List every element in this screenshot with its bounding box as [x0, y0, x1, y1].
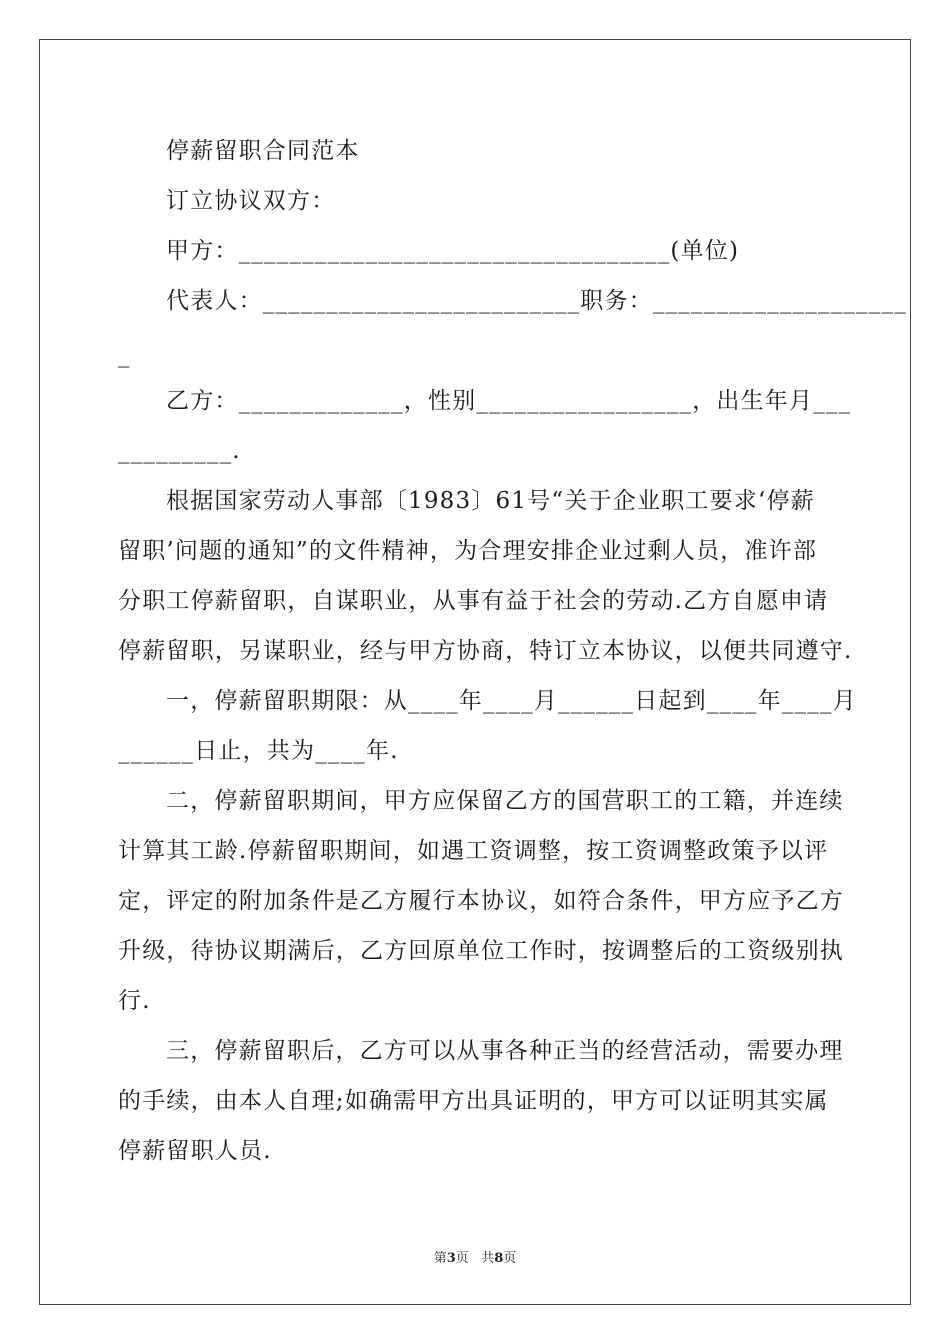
- clause-2-line: 升级，待协议期满后，乙方回原单位工作时，按调整后的工资级别执: [118, 938, 844, 964]
- representative-line: 代表人：_________________________职务：____________________: [166, 288, 907, 314]
- page-number: 3: [446, 1251, 456, 1266]
- intro-line: 根据国家劳动人事部〔1983〕61号“关于企业职工要求‘停薪: [166, 488, 815, 514]
- total-suffix: 页: [503, 1251, 517, 1266]
- page-prefix: 第: [433, 1251, 447, 1266]
- clause-2-line: 行.: [118, 988, 151, 1014]
- party-b-line: 乙方：_____________，性别_________________，出生年月___: [166, 388, 852, 414]
- clause-1-line: 一，停薪留职期限：从____年____月______日起到____年____月: [166, 688, 857, 714]
- representative-line-cont: _: [118, 342, 131, 368]
- intro-line: 停薪留职，另谋职业，经与甲方协商，特订立本协议，以便共同遵守.: [118, 638, 853, 664]
- party-a-line: 甲方：__________________________________(单位): [166, 238, 740, 264]
- page-suffix: 页: [455, 1251, 469, 1266]
- clause-3-line: 停薪留职人员.: [118, 1138, 272, 1164]
- clause-3-line: 三，停薪留职后，乙方可以从事各种正当的经营活动，需要办理: [166, 1038, 844, 1064]
- clause-3-line: 的手续，由本人自理;如确需甲方出具证明的，甲方可以证明其实属: [118, 1088, 829, 1114]
- clause-2-line: 二，停薪留职期间，甲方应保留乙方的国营职工的工籍，并连续: [166, 788, 844, 814]
- intro-line: 留职’问题的通知”的文件精神，为合理安排企业过剩人员，准许部: [118, 538, 818, 564]
- document-title: 停薪留职合同范本: [166, 138, 360, 164]
- clause-2-line: 定，评定的附加条件是乙方履行本协议，如符合条件，甲方应予乙方: [118, 888, 844, 914]
- page-footer: [0, 1247, 950, 1266]
- clause-1-line: ______日止，共为____年.: [118, 738, 399, 764]
- total-prefix: 共: [481, 1251, 495, 1266]
- parties-heading: 订立协议双方：: [166, 188, 336, 214]
- party-b-line-cont: _________.: [118, 438, 241, 464]
- clause-2-line: 计算其工龄.停薪留职期间，如遇工资调整，按工资调整政策予以评: [118, 838, 829, 864]
- total-pages: 8: [494, 1251, 504, 1266]
- intro-line: 分职工停薪留职，自谋职业，从事有益于社会的劳动.乙方自愿申请: [118, 588, 829, 614]
